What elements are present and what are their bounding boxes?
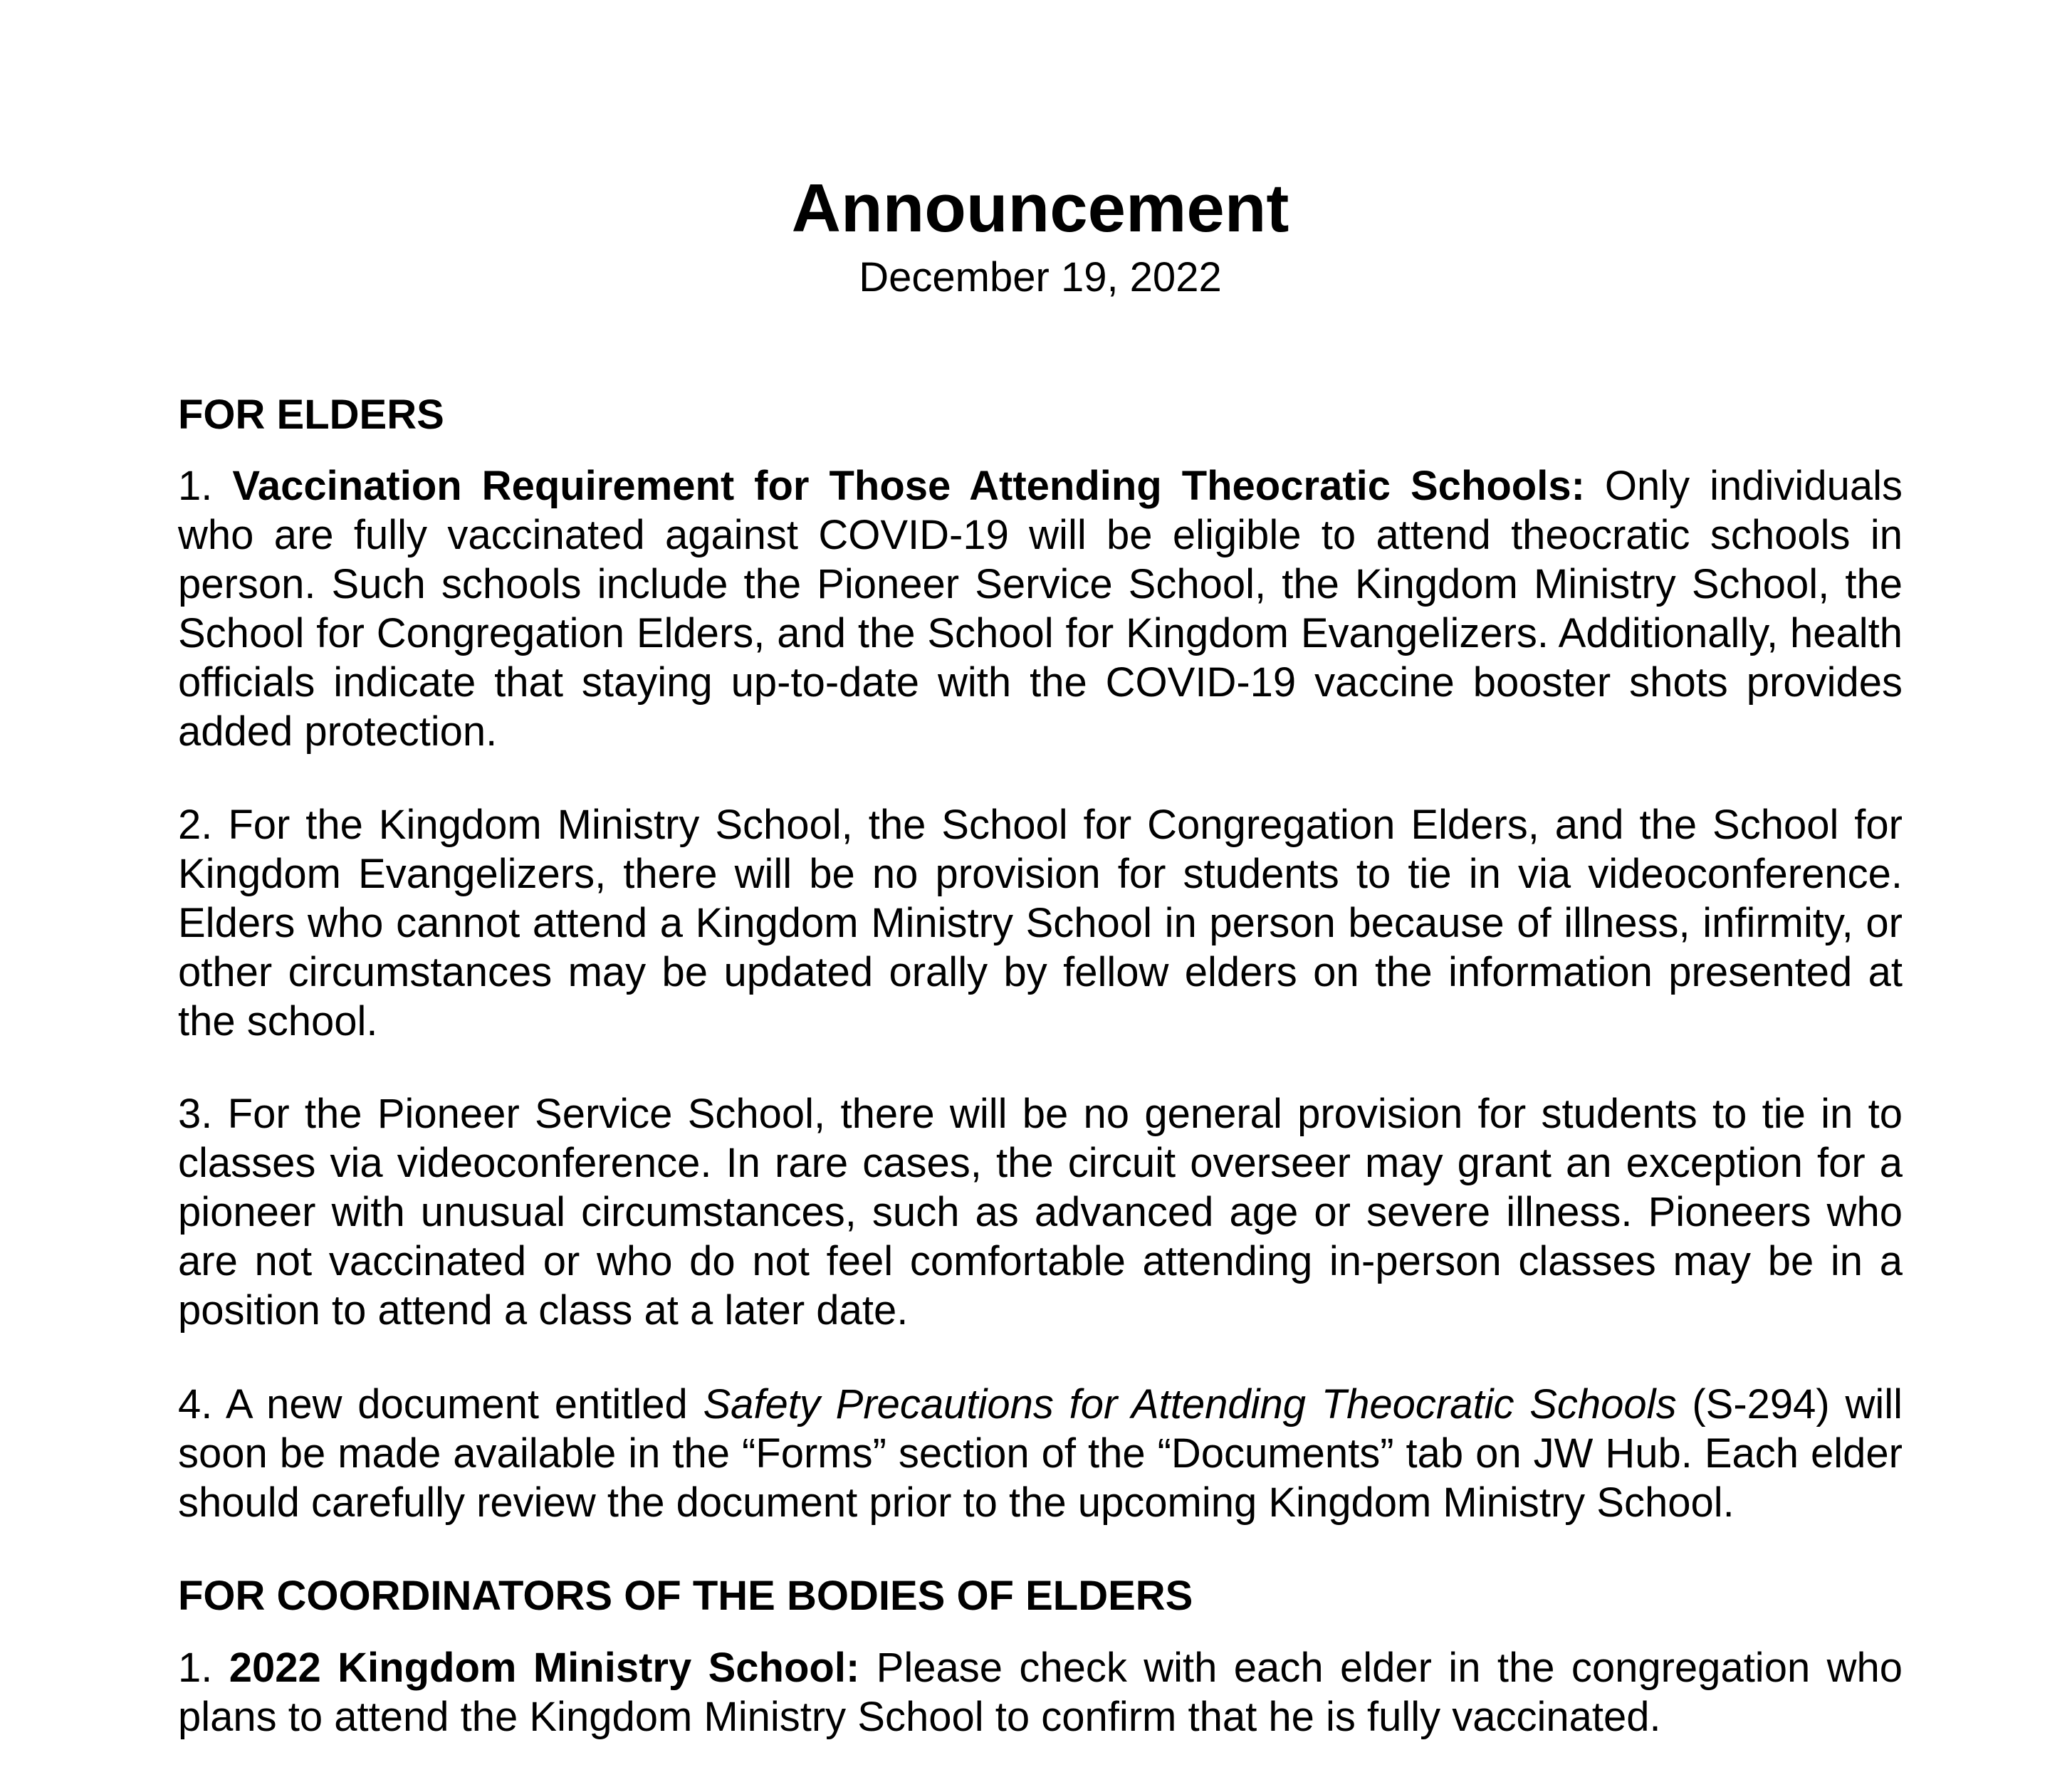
item-text-after: (S-294) will soon be made available in the “Forms” section of the “Documents” tab on JW Hub. Each elder should carefully review the document prior to the upcoming Kingdom Ministry School. (178, 1381, 1903, 1526)
document-date: December 19, 2022 (859, 254, 1222, 300)
item-number: 1. (178, 463, 213, 509)
elders-item-1 (178, 461, 1903, 756)
item-text: Please check with each elder in the congregation who plans to attend the Kingdom Ministry School to confirm that he is fully vaccinated. (178, 1645, 1903, 1740)
coordinators-item-1 (178, 1643, 1903, 1741)
item-text: Only individuals who are fully vaccinated against COVID-19 will be eligible to attend theocratic schools in person. Such schools include the Pioneer Service School, the Kingdom Ministry School, the School for Congregation Elders, and the School for Kingdom Evangelizers. Additionally, health officials indicate that staying up-to-date with the COVID-19 vaccine booster shots provides added protection. (178, 463, 1903, 755)
item-lead: 2022 Kingdom Ministry School: (229, 1645, 860, 1691)
item-number: 1. (178, 1645, 213, 1691)
elders-item-2 (178, 800, 1903, 1046)
item-lead: Vaccination Requirement for Those Attending Theocratic Schools: (232, 463, 1585, 509)
section-heading-for-coordinators: FOR COORDINATORS OF THE BODIES OF ELDERS (178, 1573, 1193, 1619)
elders-item-4 (178, 1380, 1903, 1527)
item-number: 2. (178, 802, 213, 848)
item-text: For the Pioneer Service School, there will be no general provision for students to tie in to classes via videoconference. In rare cases, the circuit overseer may grant an exception for a pioneer with unusual circumstances, such as advanced age or severe illness. Pioneers who are not vaccinated or who do not feel comfortable attending in-person classes may be in a position to attend a class at a later date. (178, 1091, 1903, 1333)
elders-item-3 (178, 1089, 1903, 1335)
document-title-reference: Safety Precautions for Attending Theocratic Schools (703, 1381, 1677, 1427)
item-text: For the Kingdom Ministry School, the School for Congregation Elders, and the School for Kingdom Evangelizers, there will be no provision for students to tie in via videoconference. Elders who cannot attend a Kingdom Ministry School in person because of illness, infirmity, or other circumstances may be updated orally by fellow elders on the information presented at the school. (178, 802, 1903, 1044)
section-heading-for-elders: FOR ELDERS (178, 392, 444, 438)
document-title: Announcement (791, 170, 1289, 246)
item-number: 4. (178, 1381, 213, 1427)
item-number: 3. (178, 1091, 213, 1137)
item-text-before: A new document entitled (225, 1381, 688, 1427)
